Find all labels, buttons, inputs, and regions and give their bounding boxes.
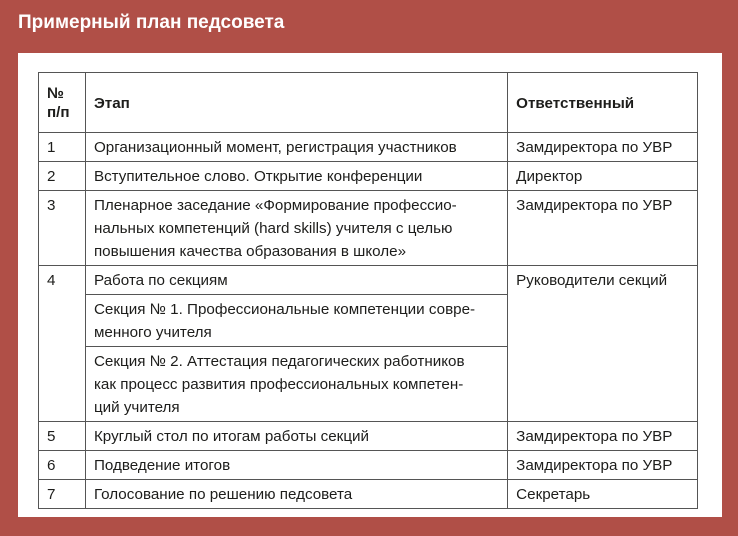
row-stage-section-1: Секция № 1. Профессиональные компетенции совре- менного учителя [85, 295, 507, 347]
table-row [39, 191, 698, 266]
table-row [39, 266, 698, 295]
row-responsible: Замдиректора по УВР [508, 451, 698, 480]
row-stage: Вступительное слово. Открытие конференции [85, 162, 507, 191]
row-responsible: Руководители секций [508, 266, 698, 422]
row-stage: Организационный момент, регистрация участников [85, 133, 507, 162]
table-row [39, 162, 698, 191]
row-responsible: Замдиректора по УВР [508, 422, 698, 451]
row-number: 4 [39, 266, 86, 422]
table-row [39, 480, 698, 509]
row-stage: Работа по секциям [85, 266, 507, 295]
plan-table [38, 72, 698, 509]
row-stage: Подведение итогов [85, 451, 507, 480]
row-responsible: Замдиректора по УВР [508, 191, 698, 266]
row-number: 7 [39, 480, 86, 509]
row-stage: Круглый стол по итогам работы секций [85, 422, 507, 451]
row-responsible: Директор [508, 162, 698, 191]
table-row [39, 422, 698, 451]
row-number: 6 [39, 451, 86, 480]
row-number: 1 [39, 133, 86, 162]
header-number: № п/п [39, 73, 86, 133]
row-stage: Пленарное заседание «Формирование профессио- нальных компетенций (hard skills) учителя с целью повышения качества образования в школе» [85, 191, 507, 266]
header-stage: Этап [85, 73, 507, 133]
row-responsible: Секретарь [508, 480, 698, 509]
row-number: 3 [39, 191, 86, 266]
content-panel [18, 53, 722, 517]
table-row [39, 133, 698, 162]
row-responsible: Замдиректора по УВР [508, 133, 698, 162]
row-stage-section-2: Секция № 2. Аттестация педагогических работников как процесс развития профессиональных компетен- ций учителя [85, 347, 507, 422]
row-stage: Голосование по решению педсовета [85, 480, 507, 509]
row-number: 2 [39, 162, 86, 191]
page-title: Примерный план педсовета [18, 12, 285, 33]
table-row [39, 451, 698, 480]
row-number: 5 [39, 422, 86, 451]
header-responsible: Ответственный [508, 73, 698, 133]
table-header-row [39, 73, 698, 133]
